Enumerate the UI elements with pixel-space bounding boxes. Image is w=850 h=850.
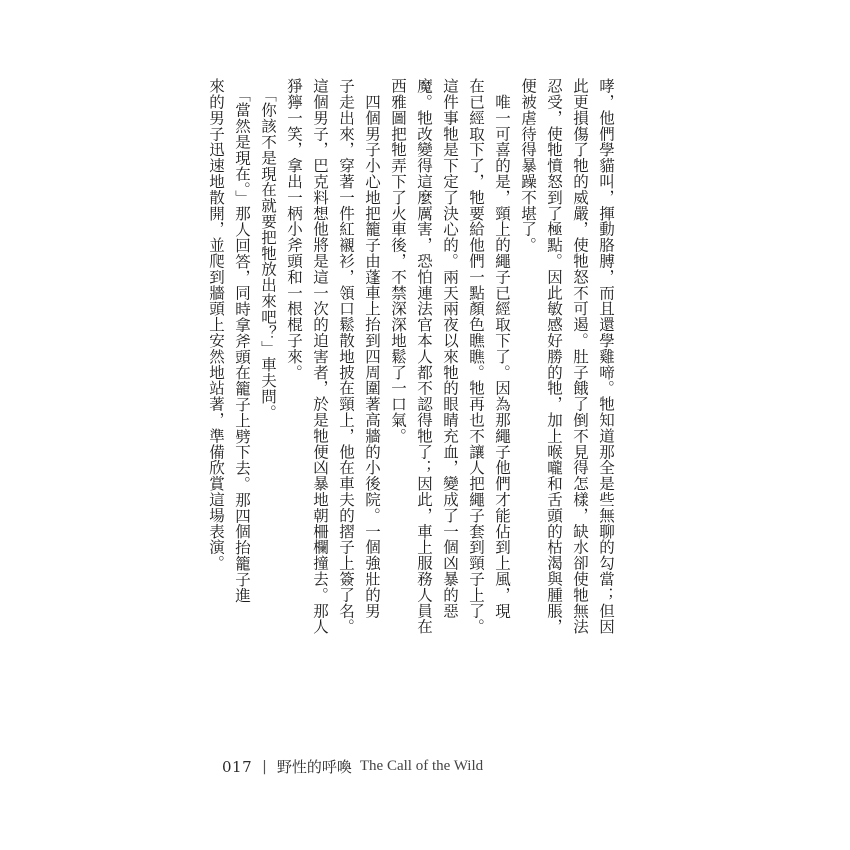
text-column-8: 魔。牠改變得這麼厲害，恐怕連法官本人都不認得牠了；因此，車上服務人員在 — [415, 78, 433, 635]
text-column-15: 「當然是現在。」那人回答，同時拿斧頭在籠子上劈下去。那四個抬籠子進 — [233, 78, 251, 604]
book-title-english: The Call of the Wild — [359, 758, 484, 774]
text-column-11: 子走出來，穿著一件紅襯衫，領口鬆散地披在頸上，他在車夫的摺子上簽了名。 — [337, 78, 355, 635]
text-column-7: 這件事牠是下定了決心的。兩天兩夜以來牠的眼睛充血，變成了一個凶暴的惡 — [441, 78, 459, 619]
text-column-12: 這個男子，巴克料想他將是這一次的迫害者，於是牠便凶暴地朝柵欄撞去。那人 — [311, 78, 329, 635]
text-column-3: 忍受，使牠憤怒到了極點。因此敏感好勝的牠，加上喉嚨和舌頭的枯渴與腫脹， — [545, 78, 563, 635]
text-column-14: 「你該不是現在就要把牠放出來吧？」車夫問。 — [259, 78, 277, 421]
text-column-5: 唯一可喜的是，頸上的繩子已經取下了。因為那繩子他們才能佔到上風，現 — [493, 78, 511, 619]
text-column-10: 四個男子小心地把籠子由蓬車上抬到四周圍著高牆的小後院。一個強壯的男 — [363, 78, 381, 619]
text-column-16: 來的男子迅速地散開，並爬到牆頭上安然地站著，準備欣賞這場表演。 — [207, 78, 225, 571]
text-column-2: 此更損傷了牠的威嚴，使牠怒不可遏。肚子餓了倒不見得怎樣，缺水卻使牠無法 — [571, 78, 589, 635]
text-column-13: 猙獰一笑，拿出一柄小斧頭和一根棍子來。 — [285, 78, 303, 381]
text-column-6: 在已經取下了，牠要給他們一點顏色瞧瞧。牠再也不讓人把繩子套到頸子上了。 — [467, 78, 485, 635]
book-title-chinese: 野性的呼喚 — [276, 758, 352, 776]
page-number: 017 — [222, 757, 253, 776]
text-column-9: 西雅圖把牠弄下了火車後，不禁深深地鬆了一口氣。 — [389, 78, 407, 444]
text-column-1: 哮，他們學貓叫，揮動胳膊，而且還學雞啼。牠知道那全是些無聊的勾當；但因 — [597, 78, 615, 635]
text-column-4: 便被虐待得暴躁不堪了。 — [519, 78, 537, 253]
footer-separator: | — [262, 758, 267, 775]
page-footer — [222, 756, 483, 777]
